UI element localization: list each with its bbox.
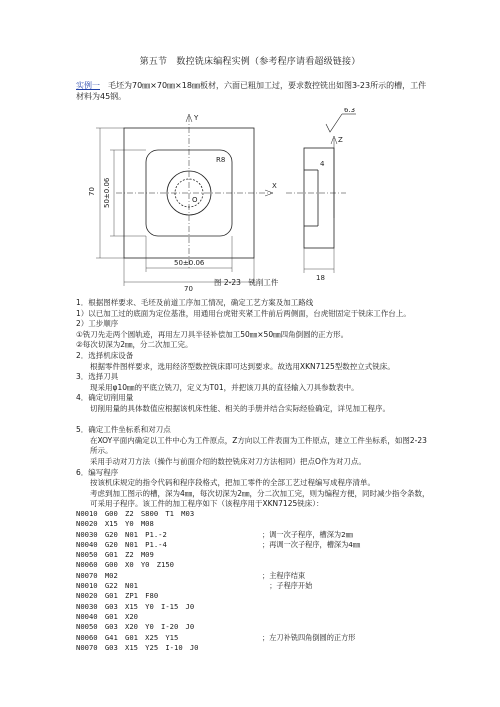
program-line (76, 591, 436, 601)
program-code: N0030 G03 X15 Y0 I-15 J0 (76, 601, 195, 611)
dim-thickness-18: 18 (316, 274, 325, 282)
axis-z-label: Z (338, 136, 343, 144)
body-line: 3．选择刀具 (76, 372, 119, 382)
program-code: N0050 G01 Z2 M09 (76, 550, 154, 560)
program-comment: ；左刀补铣四角倒圆的正方形 (262, 632, 356, 642)
program-line (76, 602, 436, 612)
program-code: N0020 G01 ZP1 F80 (76, 591, 159, 601)
program-code: N0050 G03 X20 Y0 I-20 J0 (76, 622, 195, 632)
program-code: N0060 G00 X0 Y0 Z150 (76, 560, 174, 570)
program-comment: ；再调一次子程序，槽深为4㎜ (262, 539, 361, 549)
program-line (76, 540, 436, 550)
body-line: 按该机床规定的指令代码和程序段格式，把加工零件的全部工艺过程编写成程序清单。 (90, 478, 375, 488)
body-line: 考虑到加工图示的槽，深为4㎜，每次切深为2㎜，分二次加工完，则为编程方便，同时减少指令条数，可采用子程序。该工件的加工程序如下（该程序用于XKN7125铣床）： (90, 488, 430, 509)
axis-y-label: Y (194, 114, 199, 122)
body-line: 现采用φ10㎜的平底立铣刀，定义为T01，并把该刀具的直径输入刀具参数表中。 (90, 382, 359, 392)
body-line: 2）工步顺序 (76, 319, 119, 329)
program-line (76, 571, 436, 581)
program-line (76, 612, 436, 622)
dim-inner-50-vertical: 50±0.06 (103, 177, 111, 208)
program-comment: ；调一次子程序，槽深为2㎜ (262, 529, 353, 539)
program-line (76, 519, 436, 529)
program-code: N0040 G01 X20 (76, 611, 138, 621)
body-line: 5．确定工件坐标系和对刀点 (76, 425, 171, 435)
body-line: ②每次切深为2㎜，分二次加工完。 (76, 340, 193, 350)
dim-inner-50: 50±0.06 (174, 259, 205, 267)
corner-radius-label: R8 (216, 156, 226, 164)
body-line: 4．确定切削用量 (76, 393, 134, 403)
body-line: 1）以已加工过的底面为定位基准，用通用台虎钳夹紧工件前后两侧面，台虎钳固定于铣床工作台上。 (76, 308, 411, 318)
dim-depth-4: 4 (320, 160, 325, 168)
program-line (76, 530, 436, 540)
body-line: 1．根据图样要求、毛坯及前道工序加工情况，确定工艺方案及加工路线 (76, 298, 314, 307)
side-view (304, 148, 334, 248)
program-code: N0070 M02 (76, 570, 118, 580)
body-line: 采用手动对刀方法（操作与前面介绍的数控铣床对刀方法相同）把点O作为对刀点。 (90, 456, 366, 466)
body-line (76, 415, 431, 426)
program-line (76, 581, 436, 591)
milling-drawing (76, 108, 436, 298)
example-link[interactable]: 实例一 (76, 81, 100, 90)
program-comment: ；主程序结束 (262, 570, 306, 580)
process-steps (76, 298, 431, 510)
dim-height-70: 70 (88, 187, 96, 196)
body-line: 切削用量的具体数值应根据该机床性能、相关的手册并结合实际经验确定，详见加工程序。 (90, 403, 390, 413)
program-code: N0010 G22 N01 (76, 581, 138, 591)
roughness-value: 6.3 (344, 108, 356, 114)
program-line (76, 560, 436, 570)
program-code: N0070 G03 X15 Y25 I-10 J0 (76, 642, 199, 652)
body-line: 在XOY平面内确定以工件中心为工件原点，Z方向以工件表面为工件原点，建立工件坐标系，如图2-23所示。 (90, 435, 427, 456)
program-code: N0030 G20 N01 P1.-2 (76, 529, 167, 539)
figure-caption: 图 2-23 铣削工件 (214, 278, 279, 287)
program-code: N0010 G00 Z2 S800 T1 M03 (76, 509, 195, 518)
program-line (76, 550, 436, 560)
program-line (76, 643, 436, 653)
program-line (76, 633, 436, 643)
intro-text: 毛坯为70㎜×70㎜×18㎜板材，六面已粗加工过，要求数控铣出如图3-23所示的槽，工件材料为45钢。 (76, 81, 427, 101)
program-listing (76, 509, 436, 653)
program-line (76, 622, 436, 632)
body-line: 2．选择机床设备 (76, 350, 134, 360)
program-comment: ；子程序开始 (262, 581, 313, 591)
section-title: 第五节 数控铣床编程实例（参考程序请看超级链接） (139, 57, 361, 67)
program-code: N0020 X15 Y0 M08 (76, 519, 154, 529)
intro-paragraph (76, 80, 430, 102)
origin-label: O (192, 196, 198, 204)
body-line: ①铣刀先走两个圆轨迹，再用左刀具半径补偿加工50㎜×50㎜四角倒圆的正方形。 (76, 329, 349, 339)
dim-width-70: 70 (184, 285, 193, 293)
body-line: 6．编写程序 (76, 467, 119, 477)
program-code: N0040 G20 N01 P1.-4 (76, 539, 167, 549)
program-line (76, 509, 436, 519)
body-line: 根据零件图样要求，选用经济型数控铣床即可达到要求。故选用XKN7125型数控立式铣床。 (90, 361, 395, 371)
program-code: N0060 G41 G01 X25 Y15 (76, 632, 179, 642)
axis-x-label: X (272, 182, 277, 190)
